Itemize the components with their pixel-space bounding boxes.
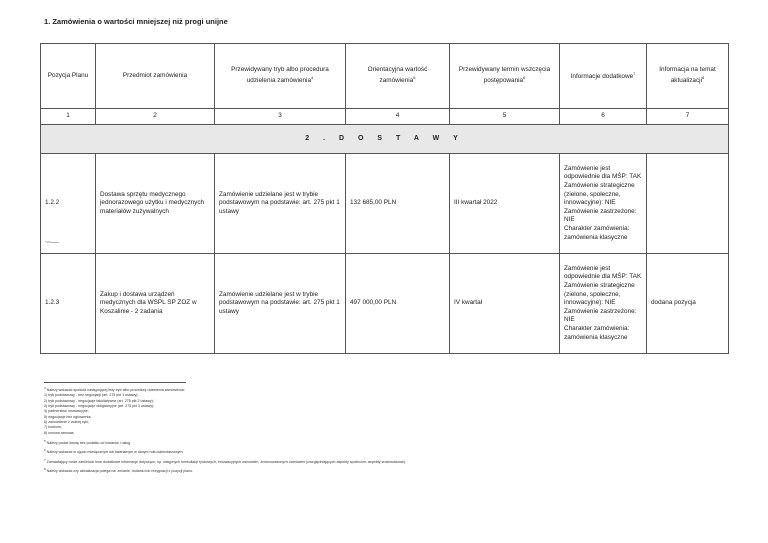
column-number: 5 xyxy=(450,109,560,125)
header-value: Orientacyjna wartość zamówienia$^5$ xyxy=(346,44,450,109)
header-term: Przewidywany termin wszczęcia postępowania$^6$ xyxy=(450,44,560,109)
row-value: 497 000,00 PLN xyxy=(346,254,450,354)
row-update xyxy=(647,154,729,254)
row-position: 1.2.3 xyxy=(41,254,96,354)
footnote-item: 5) negocjacje bez ogłoszenia; xyxy=(44,414,92,419)
footnote-item: 1) tryb podstawowy - bez negocjacji (art. 275 pkt 1 ustawy); xyxy=(44,393,139,398)
footnote-8: $^8$ Należy wskazać czy aktualizacja polega na: zmianie, dodaniu lub rezygnacji z pozycji planu. xyxy=(44,467,194,474)
page-title: 1. Zamówienia o wartości mniejszej niż progi unijne xyxy=(44,17,228,26)
handwritten-mark: ~⁓ — xyxy=(45,239,59,246)
footnote-item: 6) zamówienie z wolnej ręki; xyxy=(44,419,89,424)
row-position: 1.2.2 ~⁓ — xyxy=(41,154,96,254)
row-update: dodana pozycja xyxy=(647,254,729,354)
row-procedure: Zamówienie udzielane jest w trybie podstawowym na podstawie: art. 275 pkt 1 ustawy xyxy=(215,154,346,254)
footnote-divider xyxy=(44,382,186,383)
column-number: 2 xyxy=(96,109,215,125)
footnote-item: 2) tryb podstawowy - negocjacje fakultatywne (art. 275 pkt 2 ustawy); xyxy=(44,398,154,403)
row-procedure: Zamówienie udzielane jest w trybie podstawowym na podstawie: art. 275 pkt 1 ustawy xyxy=(215,254,346,354)
row-subject: Dostawa sprzętu medycznego jednorazowego użytku i medycznych materiałów zużywalnych xyxy=(96,154,215,254)
table-row xyxy=(41,154,729,254)
header-subject: Przedmiot zamówienia xyxy=(96,44,215,109)
footnotes xyxy=(44,386,604,475)
row-subject: Zakup i dostawa urządzeń medycznych dla WSPL SP ZOZ w Koszalinie - 2 zadania xyxy=(96,254,215,354)
header-position: Pozycja Planu xyxy=(41,44,96,109)
column-number-row xyxy=(41,109,729,125)
column-number: 7 xyxy=(647,109,729,125)
row-info: Zamówienie jest odpowiednie dla MŚP: TAK Zamówienie strategiczne (zielone, społeczne, innowacyjne): NIE Zamówienie zastrzeżone: NIE Charakter zamówienia: zamówienia klasyczne xyxy=(560,254,647,354)
footnote-item: 8) umowa ramowa. xyxy=(44,430,75,435)
footnote-6: $^6$ Należy wskazać w ujęciu miesięcznym lub kwartalnym w danym roku kalendarzowym. xyxy=(44,448,184,455)
footnote-item: 4) partnerstwo innowacyjne; xyxy=(44,409,89,414)
column-number: 4 xyxy=(346,109,450,125)
section-row xyxy=(41,125,729,154)
header-update: Informacja na temat aktualizacji$^8$ xyxy=(647,44,729,109)
footnote-7: $^7$ Zamawiający może zamieścić inne dodatkowe informacje dotyczące, np. wstępnych konsultacji rynkowych, innowacyjnych zamówień, zrównoważonych zamówień (uwzględniających aspekty społeczne, aspekty środowiskowe). xyxy=(44,457,407,465)
header-row xyxy=(41,44,729,109)
header-info: Informacje dodatkowe$^7$ xyxy=(560,44,647,109)
procurement-table xyxy=(40,43,729,354)
row-info: Zamówienie jest odpowiednie dla MŚP: TAK Zamówienie strategiczne (zielone, społeczne, innowacyjne): NIE Zamówienie zastrzeżone: NIE Charakter zamówienia: zamówienia klasyczne xyxy=(560,154,647,254)
column-number: 1 xyxy=(41,109,96,125)
row-value: 132 685,00 PLN xyxy=(346,154,450,254)
footnote-item: 3) tryb podstawowy - negocjacje obligatoryjne (art. 275 pkt 3 ustawy); xyxy=(44,404,155,409)
footnote-item: 7) konkurs; xyxy=(44,425,62,430)
row-term: IV kwartał xyxy=(450,254,560,354)
section-label: 2 . D O S T A W Y xyxy=(41,125,729,154)
column-number: 3 xyxy=(215,109,346,125)
row-term: III kwartał 2022 xyxy=(450,154,560,254)
table-row xyxy=(41,254,729,354)
footnote-4: $^4$ Należy wskazać spośród następującej listy tryb albo procedurę udzielenia zamówienia: xyxy=(44,386,185,393)
footnote-5: $^5$ Należy podać kwotę bez podatku od towarów i usług. xyxy=(44,438,132,446)
header-procedure: Przewidywany tryb albo procedura udzielenia zamówienia$^4$ xyxy=(215,44,346,109)
column-number: 6 xyxy=(560,109,647,125)
